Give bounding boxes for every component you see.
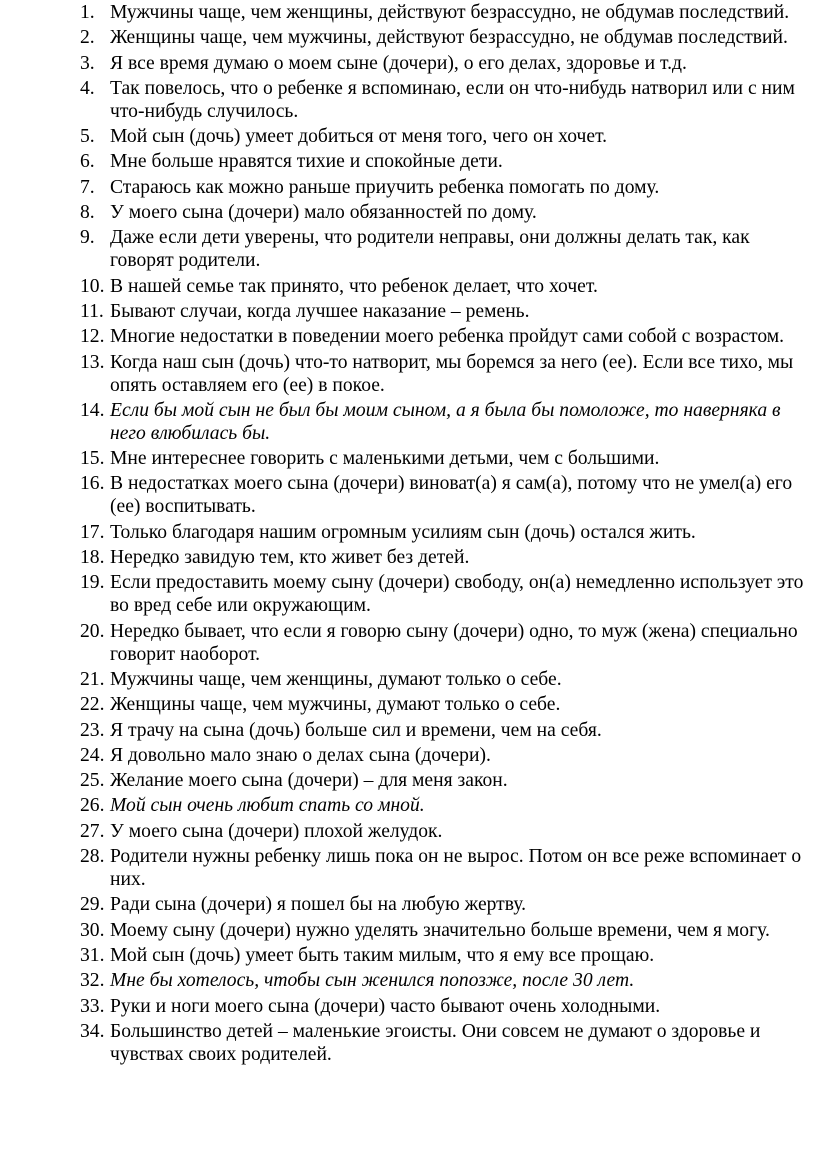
item-text: Желание моего сына (дочери) – для меня закон. xyxy=(110,770,508,792)
list-item xyxy=(80,845,816,891)
item-text: Если бы мой сын не был бы моим сыном, а я была бы помоложе, то наверняка в него влюбилась бы. xyxy=(110,399,781,444)
item-text: Моему сыну (дочери) нужно уделять значительно больше времени, чем я могу. xyxy=(110,919,770,941)
list-item xyxy=(80,919,816,942)
item-text: В нашей семье так принято, что ребенок делает, что хочет. xyxy=(110,275,598,297)
list-item xyxy=(80,620,816,666)
item-text: Даже если дети уверены, что родители неправы, они должны делать так, как говорят родители. xyxy=(110,227,750,272)
list-item xyxy=(80,944,816,967)
item-number: 8. xyxy=(80,202,95,224)
item-text: Мужчины чаще, чем женщины, думают только о себе. xyxy=(110,668,562,690)
item-text: У моего сына (дочери) плохой желудок. xyxy=(110,820,443,842)
item-text: Родители нужны ребенку лишь пока он не вырос. Потом он все реже вспоминает о них. xyxy=(110,846,802,891)
item-text: Женщины чаще, чем мужчины, действуют безрассудно, не обдумав последствий. xyxy=(110,27,788,49)
item-number: 10. xyxy=(80,275,105,297)
item-number: 23. xyxy=(80,719,105,741)
item-number: 1. xyxy=(80,2,95,23)
item-text: Мне больше нравятся тихие и спокойные дети. xyxy=(110,151,503,173)
list-item xyxy=(80,693,816,716)
item-number: 20. xyxy=(80,620,105,642)
list-item xyxy=(80,893,816,916)
list-item xyxy=(80,995,816,1018)
list-item xyxy=(80,399,816,445)
item-text: У моего сына (дочери) мало обязанностей по дому. xyxy=(110,202,537,224)
item-text: Я все время думаю о моем сыне (дочери), о его делах, здоровье и т.д. xyxy=(110,52,687,74)
item-number: 11. xyxy=(80,300,104,322)
list-item xyxy=(80,521,816,544)
list-item xyxy=(80,794,816,817)
item-number: 28. xyxy=(80,846,105,868)
list-item xyxy=(80,719,816,742)
item-text: Когда наш сын (дочь) что-то натворит, мы боремся за него (ее). Если все тихо, мы опять оставляем его (ее) в покое. xyxy=(110,351,794,396)
list-item xyxy=(80,668,816,691)
item-number: 21. xyxy=(80,668,105,690)
list-item xyxy=(80,150,816,173)
list-item xyxy=(80,351,816,397)
item-text: Мужчины чаще, чем женщины, действуют безрассудно, не обдумав последствий. xyxy=(110,2,790,23)
item-text: Если предоставить моему сыну (дочери) свободу, он(а) немедленно использует это во вред себе или окружающим. xyxy=(110,572,804,617)
item-number: 22. xyxy=(80,694,105,716)
item-number: 7. xyxy=(80,176,95,198)
item-number: 27. xyxy=(80,820,105,842)
list-item xyxy=(80,546,816,569)
item-number: 4. xyxy=(80,77,95,99)
item-number: 14. xyxy=(80,399,105,421)
item-number: 6. xyxy=(80,151,95,173)
item-text: Мой сын (дочь) умеет быть таким милым, что я ему все прощаю. xyxy=(110,944,655,966)
list-item xyxy=(80,300,816,323)
item-number: 26. xyxy=(80,795,105,817)
list-item xyxy=(80,77,816,123)
list-item xyxy=(80,969,816,992)
item-text: Многие недостатки в поведении моего ребенка пройдут сами собой с возрастом. xyxy=(110,326,785,348)
list-item xyxy=(80,820,816,843)
item-text: Я трачу на сына (дочь) больше сил и времени, чем на себя. xyxy=(110,719,602,741)
list-item xyxy=(80,226,816,272)
item-text: Стараюсь как можно раньше приучить ребенка помогать по дому. xyxy=(110,176,660,198)
item-text: Мне бы хотелось, чтобы сын женился попозже, после 30 лет. xyxy=(110,970,635,992)
list-item xyxy=(80,125,816,148)
item-text: Большинство детей – маленькие эгоисты. Они совсем не думают о здоровье и чувствах своих родителей. xyxy=(110,1020,761,1065)
item-number: 15. xyxy=(80,448,105,470)
item-text: Нередко завидую тем, кто живет без детей. xyxy=(110,547,470,569)
list-item xyxy=(80,176,816,199)
item-number: 34. xyxy=(80,1020,105,1042)
list-item xyxy=(80,201,816,224)
item-number: 13. xyxy=(80,351,105,373)
item-text: Мне интереснее говорить с маленькими детьми, чем с большими. xyxy=(110,448,660,470)
list-item xyxy=(80,571,816,617)
item-text: Женщины чаще, чем мужчины, думают только о себе. xyxy=(110,694,561,716)
questionnaire-list xyxy=(80,1,816,1068)
item-number: 25. xyxy=(80,770,105,792)
item-text: Ради сына (дочери) я пошел бы на любую жертву. xyxy=(110,894,527,916)
item-text: Так повелось, что о ребенке я вспоминаю, если он что-нибудь натворил или с ним что-нибудь случилось. xyxy=(110,77,795,122)
item-number: 16. xyxy=(80,473,105,495)
list-item xyxy=(80,769,816,792)
item-number: 29. xyxy=(80,894,105,916)
item-number: 33. xyxy=(80,995,105,1017)
list-item xyxy=(80,52,816,75)
item-text: Я довольно мало знаю о делах сына (дочери). xyxy=(110,744,491,766)
item-number: 17. xyxy=(80,521,105,543)
item-text: Только благодаря нашим огромным усилиям сын (дочь) остался жить. xyxy=(110,521,696,543)
item-number: 31. xyxy=(80,944,105,966)
item-number: 19. xyxy=(80,572,105,594)
item-number: 3. xyxy=(80,52,95,74)
list-item xyxy=(80,26,816,49)
item-text: Мой сын (дочь) умеет добиться от меня того, чего он хочет. xyxy=(110,126,608,148)
item-text: В недостатках моего сына (дочери) виноват(а) я сам(а), потому что не умел(а) его (ее) воспитывать. xyxy=(110,473,793,518)
item-number: 2. xyxy=(80,27,95,49)
item-text: Руки и ноги моего сына (дочери) часто бывают очень холодными. xyxy=(110,995,661,1017)
list-item xyxy=(80,744,816,767)
item-number: 18. xyxy=(80,547,105,569)
item-number: 32. xyxy=(80,970,105,992)
list-item xyxy=(80,1020,816,1066)
list-item xyxy=(80,275,816,298)
list-item xyxy=(80,1,816,24)
item-text: Нередко бывает, что если я говорю сыну (дочери) одно, то муж (жена) специально говорит наоборот. xyxy=(110,620,798,665)
item-text: Мой сын очень любит спать со мной. xyxy=(110,795,425,817)
list-item xyxy=(80,472,816,518)
list-item xyxy=(80,447,816,470)
list-item xyxy=(80,325,816,348)
item-number: 5. xyxy=(80,126,95,148)
item-number: 30. xyxy=(80,919,105,941)
item-number: 12. xyxy=(80,326,105,348)
item-number: 9. xyxy=(80,227,95,249)
item-text: Бывают случаи, когда лучшее наказание – ремень. xyxy=(110,300,530,322)
item-number: 24. xyxy=(80,744,105,766)
